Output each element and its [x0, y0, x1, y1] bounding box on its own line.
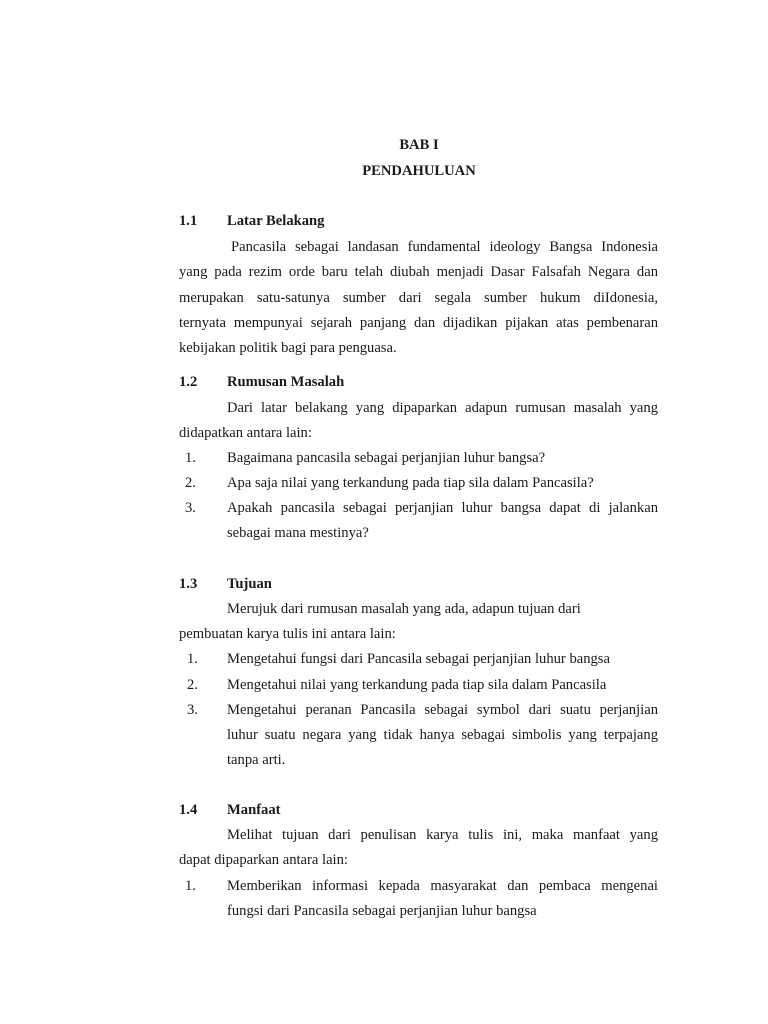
chapter-label: BAB I: [399, 137, 439, 153]
list-number: 1.: [185, 878, 196, 894]
list-item: Mengetahui peranan Pancasila sebagai symbol dari suatu perjanjian: [227, 702, 658, 718]
chapter-title: PENDAHULUAN: [362, 163, 476, 179]
paragraph-line: kebijakan politik bagi para penguasa.: [179, 340, 397, 356]
section-number: 1.4: [179, 802, 198, 818]
paragraph-line: ternyata mempunyai sejarah panjang dan dijadikan pijakan atas pembenaran: [179, 315, 658, 331]
list-item: sebagai mana mestinya?: [227, 525, 369, 541]
list-item: Apa saja nilai yang terkandung pada tiap sila dalam Pancasila?: [227, 475, 594, 491]
list-item: Mengetahui nilai yang terkandung pada tiap sila dalam Pancasila: [227, 677, 607, 693]
paragraph-line: yang pada rezim orde baru telah diubah menjadi Dasar Falsafah Negara dan: [179, 264, 658, 280]
list-number: 2.: [185, 475, 196, 491]
list-number: 3.: [185, 500, 196, 516]
list-number: 2.: [187, 677, 198, 693]
list-item: luhur suatu negara yang tidak hanya sebagai simbolis yang terpajang: [227, 727, 658, 743]
list-item: tanpa arti.: [227, 752, 286, 768]
section-number: 1.3: [179, 576, 198, 592]
paragraph-line: Melihat tujuan dari penulisan karya tulis ini, maka manfaat yang: [227, 827, 658, 843]
paragraph-line: Merujuk dari rumusan masalah yang ada, adapun tujuan dari: [227, 601, 581, 617]
paragraph-line: Pancasila sebagai landasan fundamental ideology Bangsa Indonesia: [231, 239, 658, 255]
paragraph-line: dapat dipaparkan antara lain:: [179, 852, 348, 868]
list-number: 1.: [185, 450, 196, 466]
list-number: 1.: [187, 651, 198, 667]
list-item: Apakah pancasila sebagai perjanjian luhur bangsa dapat di jalankan: [227, 500, 658, 516]
section-title: Rumusan Masalah: [227, 374, 345, 390]
paragraph-line: merupakan satu-satunya sumber dari segala sumber hukum diIdonesia,: [179, 290, 658, 306]
section-number: 1.1: [179, 213, 198, 229]
section-title: Manfaat: [227, 802, 281, 818]
section-title: Latar Belakang: [227, 213, 325, 229]
section-number: 1.2: [179, 374, 198, 390]
paragraph-line: Dari latar belakang yang dipaparkan adapun rumusan masalah yang: [227, 400, 658, 416]
paragraph-line: pembuatan karya tulis ini antara lain:: [179, 626, 396, 642]
paragraph-line: didapatkan antara lain:: [179, 425, 312, 441]
list-item: Bagaimana pancasila sebagai perjanjian luhur bangsa?: [227, 450, 546, 466]
list-item: Memberikan informasi kepada masyarakat dan pembaca mengenai: [227, 878, 658, 894]
section-title: Tujuan: [227, 576, 272, 592]
list-number: 3.: [187, 702, 198, 718]
list-item: Mengetahui fungsi dari Pancasila sebagai perjanjian luhur bangsa: [227, 651, 610, 667]
list-item: fungsi dari Pancasila sebagai perjanjian luhur bangsa: [227, 903, 537, 919]
